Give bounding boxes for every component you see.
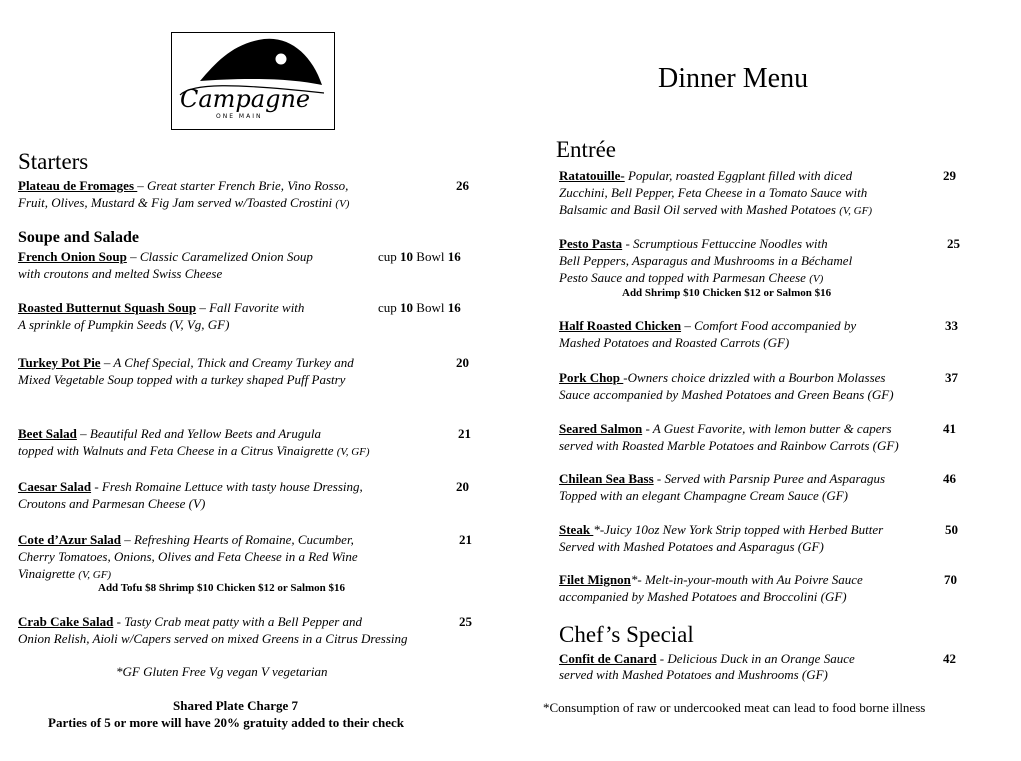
cote-price: 21: [459, 532, 472, 547]
crab-line-1: Crab Cake Salad - Tasty Crab meat patty with a Bell Pepper and: [18, 614, 363, 629]
ratatouille-line-2: Zucchini, Bell Pepper, Feta Cheese in a Tomato Sauce with: [559, 185, 868, 200]
crab-line-2: Onion Relish, Aioli w/Capers served on mixed Greens in a Citrus Dressing: [18, 631, 408, 646]
pesto-line-3: Pesto Sauce and topped with Parmesan Cheese (V): [559, 270, 824, 285]
potpie-line-2: Mixed Vegetable Soup topped with a turkey shaped Puff Pastry: [18, 372, 346, 387]
potpie-line-1: Turkey Pot Pie – A Chef Special, Thick and Creamy Turkey and: [18, 355, 354, 370]
caesar-line-2: Croutons and Parmesan Cheese (V): [18, 496, 206, 511]
pork-line-1: Pork Chop -Owners choice drizzled with a Bourbon Molasses: [559, 370, 886, 385]
plateau-price: 26: [456, 178, 469, 193]
pesto-price: 25: [947, 236, 960, 251]
salmon-line-1: Seared Salmon - A Guest Favorite, with lemon butter & capers: [559, 421, 892, 436]
pesto-line-2: Bell Peppers, Asparagus and Mushrooms in a Béchamel: [559, 253, 853, 268]
chicken-price: 33: [945, 318, 958, 333]
logo: [171, 32, 335, 130]
seabass-line-1: Chilean Sea Bass - Served with Parsnip Puree and Asparagus: [559, 471, 886, 486]
squash-line-1: Roasted Butternut Squash Soup – Fall Favorite with: [18, 300, 305, 315]
salmon-line-2: served with Roasted Marble Potatoes and Rainbow Carrots (GF): [559, 438, 899, 453]
pesto-line-1: Pesto Pasta - Scrumptious Fettuccine Noodles with: [559, 236, 828, 251]
caesar-price: 20: [456, 479, 469, 494]
chefs-special-heading: Chef’s Special: [559, 622, 694, 647]
squash-line-2: A sprinkle of Pumpkin Seeds (V, Vg, GF): [18, 317, 230, 332]
entree-heading: Entrée: [556, 137, 617, 162]
pork-price: 37: [945, 370, 958, 385]
diet-legend: *GF Gluten Free Vg vegan V vegetarian: [116, 664, 328, 679]
squash-price: cup 10 Bowl 16: [378, 300, 461, 315]
plateau-line-2: Fruit, Olives, Mustard & Fig Jam served w/Toasted Crostini (V): [18, 195, 350, 210]
confit-price: 42: [943, 651, 956, 666]
cote-addon: Add Tofu $8 Shrimp $10 Chicken $12 or Salmon $16: [98, 582, 346, 594]
pesto-addon: Add Shrimp $10 Chicken $12 or Salmon $16: [622, 287, 832, 299]
pork-line-2: Sauce accompanied by Mashed Potatoes and Green Beans (GF): [559, 387, 894, 402]
shared-plate-charge: Shared Plate Charge 7: [173, 698, 299, 713]
ratatouille-line-3: Balsamic and Basil Oil served with Mashed Potatoes (V, GF): [559, 202, 872, 217]
seabass-line-2: Topped with an elegant Champagne Cream Sauce (GF): [559, 488, 848, 503]
chicken-line-2: Mashed Potatoes and Roasted Carrots (GF): [559, 335, 790, 350]
confit-line-1: Confit de Canard - Delicious Duck in an Orange Sauce: [559, 651, 855, 666]
seabass-price: 46: [943, 471, 956, 486]
ratatouille-price: 29: [943, 168, 956, 183]
logo-brand: Campagne: [180, 85, 311, 113]
plateau-name: Plateau de Fromages: [18, 178, 138, 193]
onion-line-1: French Onion Soup – Classic Caramelized Onion Soup: [18, 249, 313, 264]
raw-meat-disclaimer: *Consumption of raw or undercooked meat can lead to food borne illness: [543, 700, 926, 715]
chicken-line-1: Half Roasted Chicken – Comfort Food accompanied by: [559, 318, 857, 333]
filet-line-1: Filet Mignon*- Melt-in-your-mouth with Au Poivre Sauce: [559, 572, 863, 587]
logo-tagline: ONE MAIN: [216, 113, 263, 120]
soupe-heading: Soupe and Salade: [18, 229, 139, 246]
steak-line-1: Steak *-Juicy 10oz New York Strip topped with Herbed Butter: [559, 522, 884, 537]
starters-heading: Starters: [18, 149, 89, 174]
cote-line-2: Cherry Tomatoes, Onions, Olives and Feta Cheese in a Red Wine: [18, 549, 358, 564]
steak-line-2: Served with Mashed Potatoes and Asparagus (GF): [559, 539, 824, 554]
beet-line-1: Beet Salad – Beautiful Red and Yellow Beets and Arugula: [18, 426, 321, 441]
confit-line-2: served with Mashed Potatoes and Mushrooms (GF): [559, 667, 828, 682]
salmon-price: 41: [943, 421, 956, 436]
steak-price: 50: [945, 522, 958, 537]
filet-price: 70: [944, 572, 957, 587]
filet-line-2: accompanied by Mashed Potatoes and Broccolini (GF): [559, 589, 847, 604]
cote-line-3: Vinaigrette (V, GF): [18, 566, 112, 581]
onion-price: cup 10 Bowl 16: [378, 249, 461, 264]
caesar-line-1: Caesar Salad - Fresh Romaine Lettuce with tasty house Dressing,: [18, 479, 363, 494]
cote-line-1: Cote d’Azur Salad – Refreshing Hearts of Romaine, Cucumber,: [18, 532, 354, 547]
beet-price: 21: [458, 426, 471, 441]
potpie-price: 20: [456, 355, 469, 370]
plateau-line-1: Plateau de Fromages – Great starter French Brie, Vino Rosso,: [18, 178, 349, 193]
beet-line-2: topped with Walnuts and Feta Cheese in a Citrus Vinaigrette (V, GF): [18, 443, 370, 458]
onion-line-2: with croutons and melted Swiss Cheese: [18, 266, 223, 281]
gratuity-note: Parties of 5 or more will have 20% gratuity added to their check: [48, 715, 405, 730]
campagne-logo-icon: [172, 33, 334, 129]
ratatouille-line-1: Ratatouille- Popular, roasted Eggplant filled with diced: [559, 168, 853, 183]
page-title: Dinner Menu: [658, 63, 809, 94]
crab-price: 25: [459, 614, 472, 629]
